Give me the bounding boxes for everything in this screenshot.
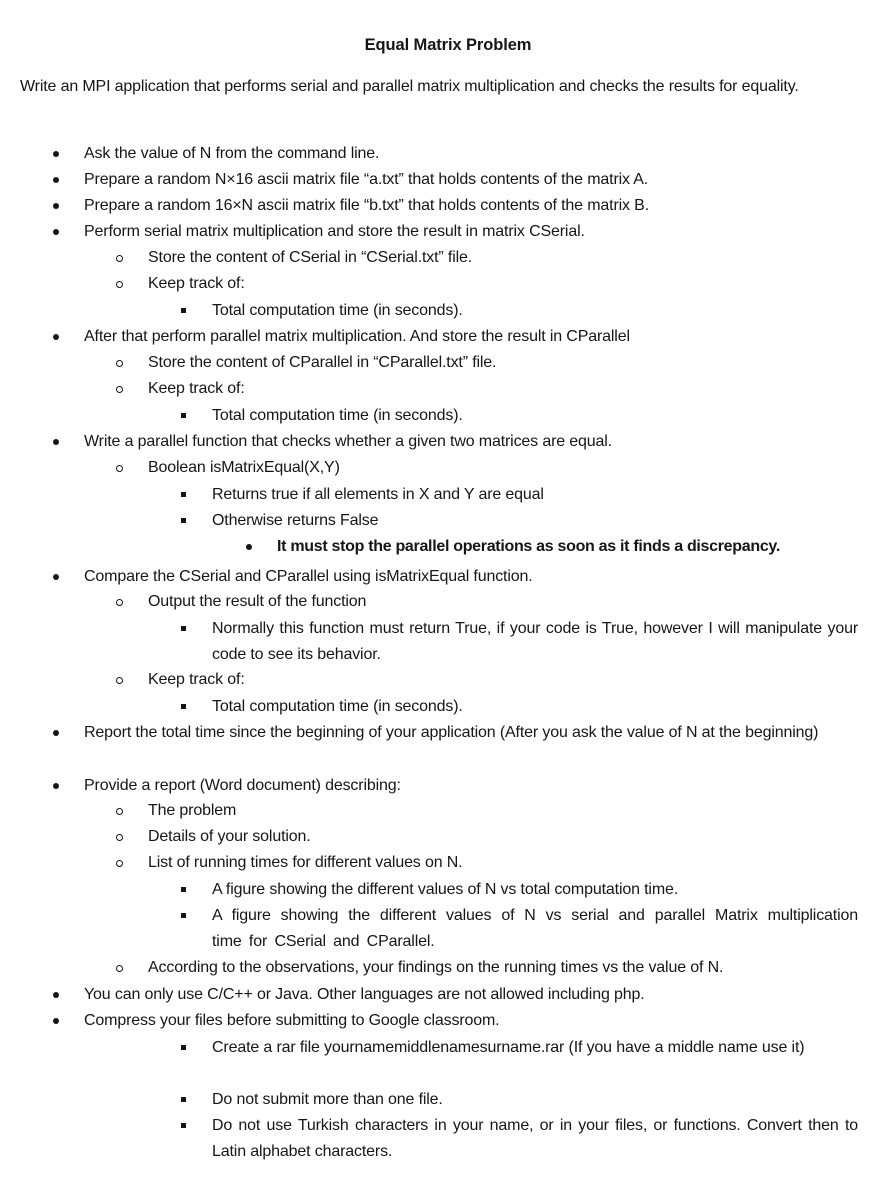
bullet-circle-icon <box>116 599 123 606</box>
bullet-square-icon <box>181 1045 186 1050</box>
bullet-square-icon <box>181 626 186 631</box>
list-item: List of running times for different values on N. <box>148 854 463 871</box>
bullet-dot-icon <box>246 544 252 550</box>
bullet-dot-icon <box>53 203 59 209</box>
list-item: Keep track of: <box>148 671 245 688</box>
list-item: Store the content of CParallel in “CParallel.txt” file. <box>148 354 497 371</box>
bullet-circle-icon <box>116 677 123 684</box>
bullet-dot-icon <box>53 151 59 157</box>
list-item: You can only use C/C++ or Java. Other languages are not allowed including php. <box>84 986 645 1003</box>
bullet-circle-icon <box>116 386 123 393</box>
list-item: The problem <box>148 802 237 819</box>
bullet-circle-icon <box>116 860 123 867</box>
bullet-dot-icon <box>53 574 59 580</box>
list-item: Do not submit more than one file. <box>212 1091 443 1108</box>
list-item: Prepare a random 16×N ascii matrix file “b.txt” that holds contents of the matrix B. <box>84 197 649 214</box>
list-item: A figure showing the different values of N vs total computation time. <box>212 881 679 898</box>
list-item: Prepare a random N×16 ascii matrix file “a.txt” that holds contents of the matrix A. <box>84 171 649 188</box>
list-item: Keep track of: <box>148 380 245 397</box>
list-item: Provide a report (Word document) describing: <box>84 777 401 794</box>
list-item: Boolean isMatrixEqual(X,Y) <box>148 459 340 476</box>
bullet-dot-icon <box>53 229 59 235</box>
bullet-circle-icon <box>116 465 123 472</box>
bullet-square-icon <box>181 413 186 418</box>
bullet-circle-icon <box>116 255 123 262</box>
list-item: Compress your files before submitting to Google classroom. <box>84 1012 500 1029</box>
bullet-dot-icon <box>53 439 59 445</box>
bullet-square-icon <box>181 887 186 892</box>
list-item: Perform serial matrix multiplication and store the result in matrix CSerial. <box>84 223 585 240</box>
bullet-square-icon <box>181 1123 186 1128</box>
bullet-dot-icon <box>53 334 59 340</box>
intro-paragraph: Write an MPI application that performs serial and parallel matrix multiplication and checks the results for equality. <box>20 78 799 95</box>
list-item: Write a parallel function that checks whether a given two matrices are equal. <box>84 433 612 450</box>
bullet-circle-icon <box>116 965 123 972</box>
list-item: According to the observations, your findings on the running times vs the value of N. <box>148 959 724 976</box>
list-item: Store the content of CSerial in “CSerial.txt” file. <box>148 249 473 266</box>
list-item: Create a rar file yournamemiddlenamesurname.rar (If you have a middle name use it) <box>212 1039 805 1056</box>
list-item: It must stop the parallel operations as soon as it finds a discrepancy. <box>277 538 780 555</box>
list-item: Normally this function must return True, if your code is True, however I will manipulate your code to see its behavior. <box>212 620 858 663</box>
bullet-square-icon <box>181 1097 186 1102</box>
bullet-dot-icon <box>53 730 59 736</box>
bullet-square-icon <box>181 913 186 918</box>
list-item: Details of your solution. <box>148 828 311 845</box>
list-item: Output the result of the function <box>148 593 367 610</box>
bullet-circle-icon <box>116 281 123 288</box>
bullet-square-icon <box>181 518 186 523</box>
bullet-circle-icon <box>116 834 123 841</box>
list-item: Report the total time since the beginning of your application (After you ask the value of N at the beginning) <box>84 724 819 741</box>
bullet-dot-icon <box>53 783 59 789</box>
bullet-circle-icon <box>116 360 123 367</box>
list-item: Otherwise returns False <box>212 512 379 529</box>
bullet-square-icon <box>181 704 186 709</box>
list-item: Total computation time (in seconds). <box>212 407 463 424</box>
bullet-dot-icon <box>53 1018 59 1024</box>
list-item: Total computation time (in seconds). <box>212 698 463 715</box>
list-item: Keep track of: <box>148 275 245 292</box>
list-item: A figure showing the different values of N vs serial and parallel Matrix multiplication time for CSerial and CParallel. <box>212 907 858 950</box>
bullet-circle-icon <box>116 808 123 815</box>
bullet-dot-icon <box>53 992 59 998</box>
list-item: Do not use Turkish characters in your name, or in your files, or functions. Convert then to Latin alphabet characters. <box>212 1117 858 1160</box>
bullet-square-icon <box>181 492 186 497</box>
list-item: After that perform parallel matrix multiplication. And store the result in CParallel <box>84 328 630 345</box>
list-item: Total computation time (in seconds). <box>212 302 463 319</box>
list-item: Returns true if all elements in X and Y are equal <box>212 486 544 503</box>
list-item: Ask the value of N from the command line. <box>84 145 380 162</box>
bullet-dot-icon <box>53 177 59 183</box>
bullet-square-icon <box>181 308 186 313</box>
list-item: Compare the CSerial and CParallel using isMatrixEqual function. <box>84 568 533 585</box>
page-title: Equal Matrix Problem <box>364 36 532 54</box>
